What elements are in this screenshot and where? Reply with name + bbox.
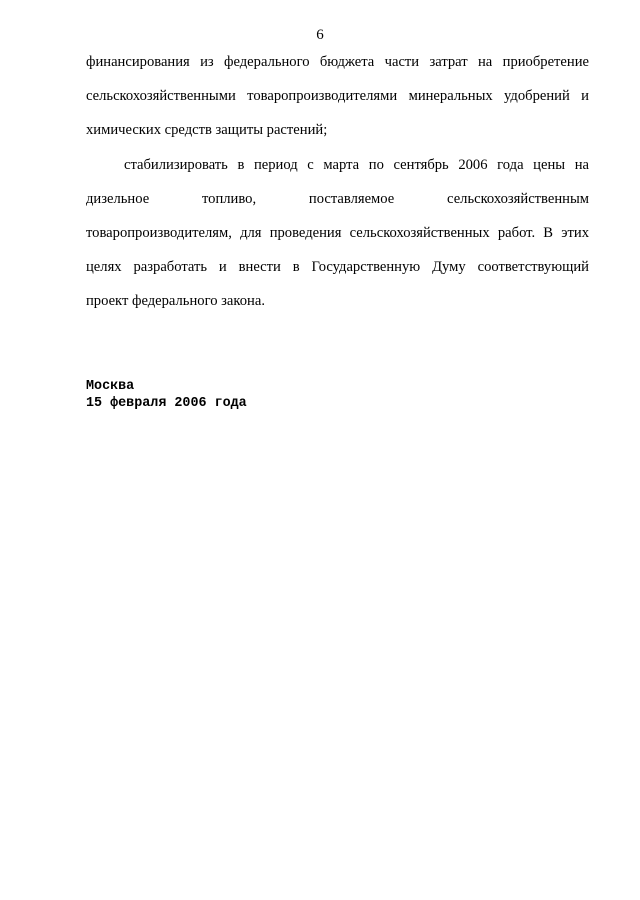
- signature-city: Москва: [86, 379, 135, 394]
- signature-date: 15 февраля 2006 года: [86, 396, 247, 411]
- text-line: финансирования из федерального бюджета части затрат на приобретение: [86, 54, 589, 70]
- text-line: товаропроизводителям, для проведения сельскохозяйственных работ. В этих: [86, 225, 589, 241]
- signature-block: [86, 378, 247, 412]
- page-number: 6: [316, 27, 324, 43]
- text-line: дизельное топливо, поставляемое сельскохозяйственным: [86, 191, 589, 207]
- text-line: проект федерального закона.: [86, 293, 265, 309]
- text-line: стабилизировать в период с марта по сентябрь 2006 года цены на: [124, 157, 589, 173]
- text-line: целях разработать и внести в Государственную Думу соответствующий: [86, 259, 589, 275]
- text-line: сельскохозяйственными товаропроизводителями минеральных удобрений и: [86, 88, 589, 104]
- text-line: химических средств защиты растений;: [86, 122, 328, 138]
